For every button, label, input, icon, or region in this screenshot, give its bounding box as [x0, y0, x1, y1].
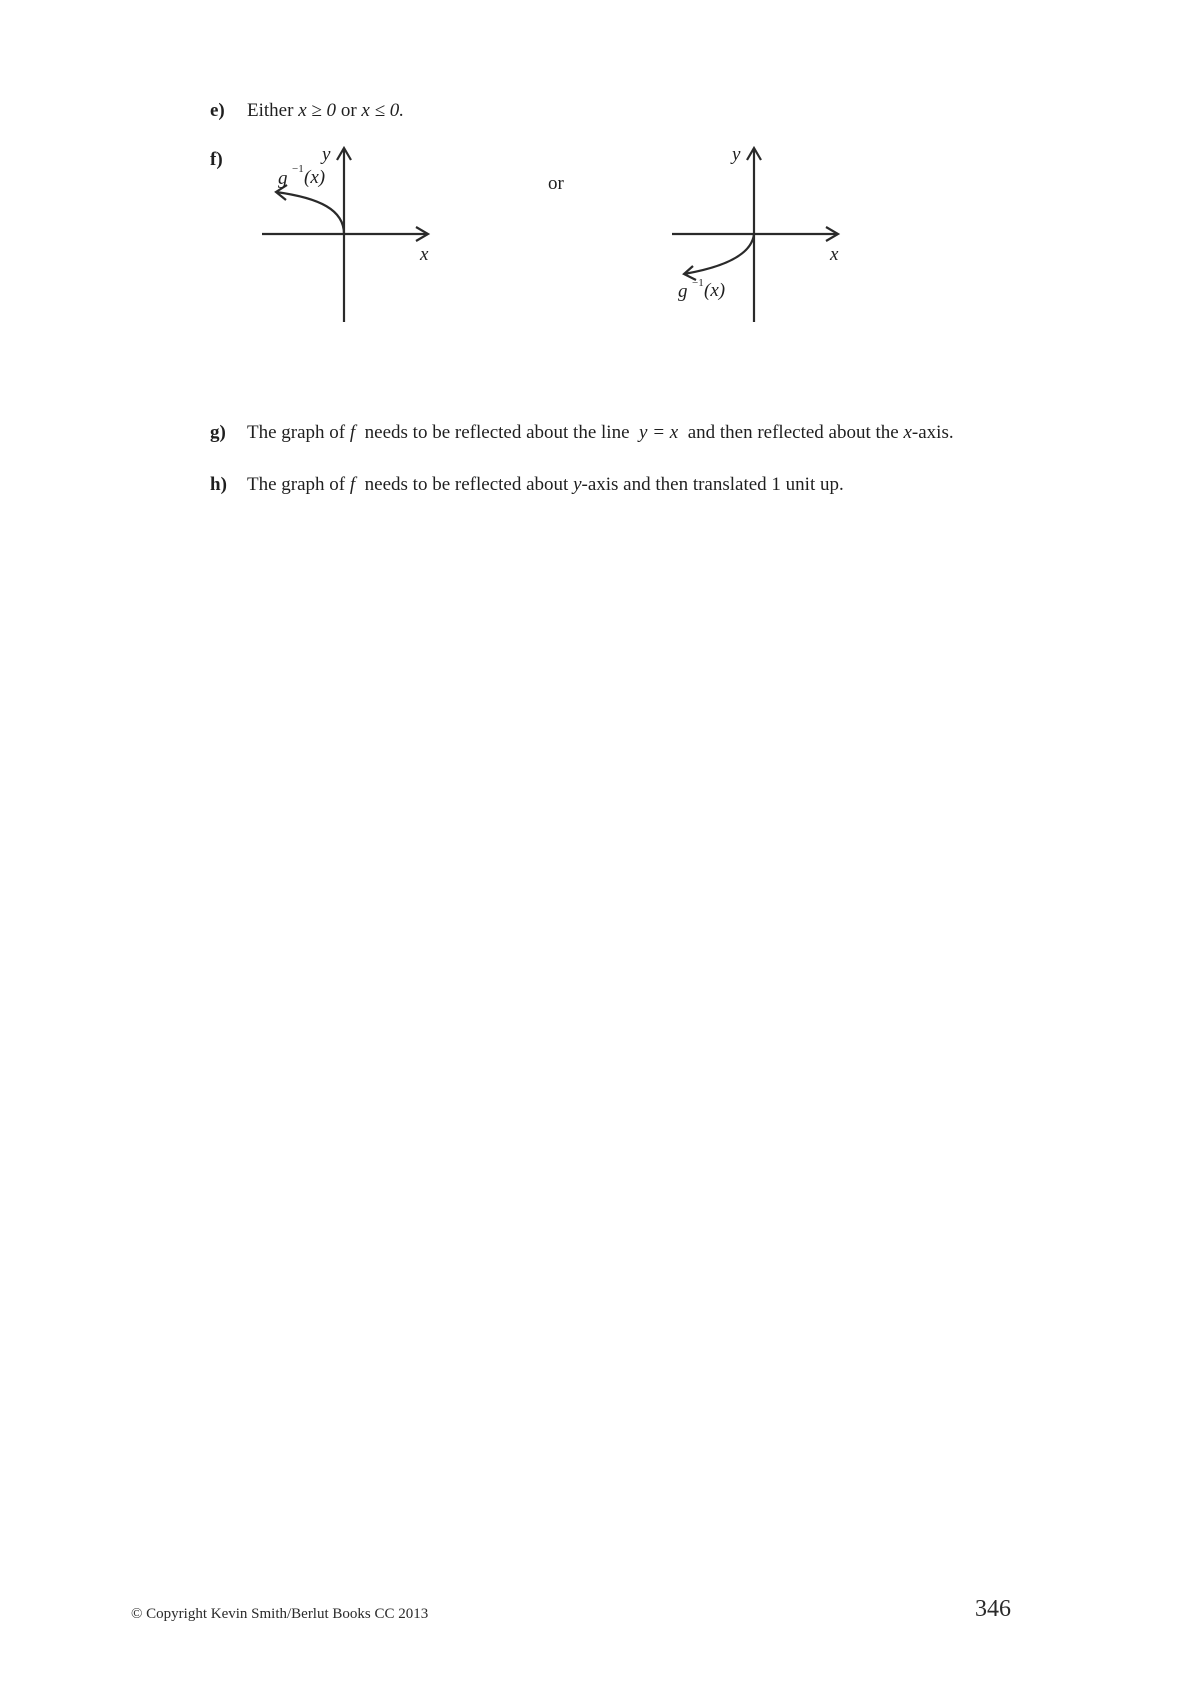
item-e-label: e) — [210, 100, 225, 121]
graph-2-x-label: x — [830, 244, 839, 265]
footer-copyright: © Copyright Kevin Smith/Berlut Books CC 2013 — [131, 1606, 429, 1622]
graph-2-curve — [684, 234, 754, 274]
graph-1-curve — [276, 192, 344, 234]
item-e-either: Either — [247, 100, 294, 121]
graph-1-func-arg: (x) — [304, 167, 326, 188]
graph-2-func-g: g — [678, 281, 688, 302]
item-h-text — [247, 473, 844, 497]
item-e-or: or — [340, 100, 357, 121]
graph-1 — [250, 140, 440, 325]
item-g-eq: y = x — [639, 422, 679, 443]
item-h-part1: The graph of — [247, 474, 346, 495]
item-g-part3: and then reflected about the — [687, 422, 899, 443]
item-g-text — [247, 421, 954, 445]
item-g-part1: The graph of — [247, 422, 346, 443]
item-e-text — [247, 99, 404, 123]
item-h-label: h) — [210, 474, 227, 495]
item-h-part3: -axis and then translated 1 unit up. — [581, 474, 844, 495]
graph-1-x-label: x — [420, 244, 429, 265]
graph-1-y-label: y — [322, 144, 331, 165]
graph-2-func-sup: −1 — [692, 277, 704, 289]
graph-2 — [660, 140, 855, 325]
item-g-part2: needs to be reflected about the line — [364, 422, 630, 443]
footer-page-number: 346 — [975, 1596, 1011, 1622]
item-e-expr2: x ≤ 0. — [361, 100, 405, 121]
item-h-f: f — [349, 474, 356, 495]
item-g-axis: x — [903, 422, 912, 443]
item-h-part2: needs to be reflected about — [364, 474, 569, 495]
item-h-axis: y — [573, 474, 582, 495]
item-f-label: f) — [210, 149, 223, 170]
graph-2-y-label: y — [732, 144, 741, 165]
item-g-f: f — [349, 422, 356, 443]
graph-2-func-arg: (x) — [704, 280, 726, 301]
graph-1-func-g: g — [278, 168, 288, 189]
item-e-expr1: x ≥ 0 — [298, 100, 337, 121]
item-g-label: g) — [210, 422, 226, 443]
graph-1-func-sup: −1 — [292, 163, 304, 175]
item-g-part4: -axis. — [911, 422, 954, 443]
item-f-or: or — [548, 173, 564, 194]
